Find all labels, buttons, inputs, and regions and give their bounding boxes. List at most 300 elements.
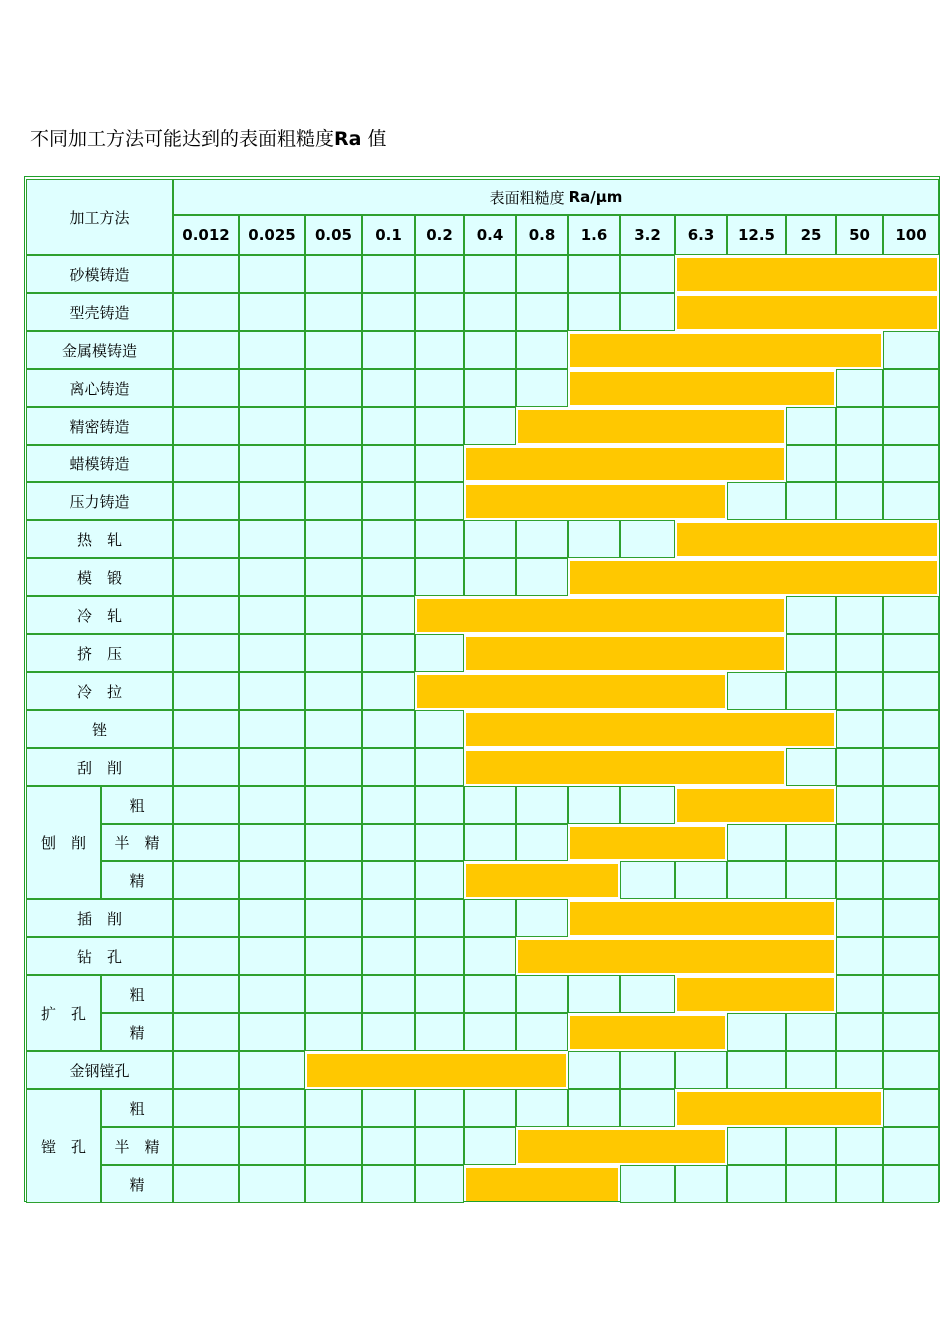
value-cell bbox=[239, 937, 305, 975]
header-value: 0.2 bbox=[415, 215, 464, 255]
value-cell bbox=[362, 520, 415, 558]
value-cell bbox=[836, 596, 883, 634]
value-cell bbox=[620, 1089, 675, 1127]
value-cell bbox=[464, 786, 516, 824]
value-cell bbox=[727, 1013, 786, 1051]
value-cell bbox=[675, 1051, 727, 1089]
value-cell bbox=[464, 293, 516, 331]
value-cell bbox=[836, 1127, 883, 1165]
value-cell bbox=[464, 937, 516, 975]
method-cell: 精密铸造 bbox=[26, 407, 173, 445]
roughness-range-bar bbox=[466, 751, 784, 784]
method-cell: 刮 削 bbox=[26, 748, 173, 786]
value-cell bbox=[786, 824, 836, 861]
value-cell bbox=[362, 1089, 415, 1127]
roughness-range-bar bbox=[677, 789, 834, 822]
value-cell bbox=[568, 975, 620, 1013]
value-cell bbox=[464, 331, 516, 369]
method-cell: 冷 轧 bbox=[26, 596, 173, 634]
value-cell bbox=[415, 937, 464, 975]
value-cell bbox=[362, 331, 415, 369]
value-cell bbox=[620, 255, 675, 293]
header-roughness-label: 表面粗糙度 bbox=[489, 188, 565, 207]
method-cell: 粗 bbox=[101, 786, 173, 824]
roughness-range-bar bbox=[570, 902, 834, 935]
value-cell bbox=[239, 331, 305, 369]
value-cell bbox=[239, 1089, 305, 1127]
value-cell bbox=[362, 596, 415, 634]
value-cell bbox=[464, 899, 516, 937]
value-cell bbox=[836, 899, 883, 937]
value-cell bbox=[836, 824, 883, 861]
value-cell bbox=[239, 596, 305, 634]
value-cell bbox=[568, 293, 620, 331]
value-cell bbox=[362, 558, 415, 596]
value-cell bbox=[727, 1127, 786, 1165]
value-cell bbox=[305, 255, 362, 293]
method-cell: 钻 孔 bbox=[26, 937, 173, 975]
value-cell bbox=[173, 1165, 239, 1203]
value-cell bbox=[362, 710, 415, 748]
value-cell bbox=[362, 975, 415, 1013]
value-cell bbox=[464, 975, 516, 1013]
value-cell bbox=[883, 899, 939, 937]
value-cell bbox=[173, 824, 239, 861]
value-cell bbox=[239, 748, 305, 786]
value-cell bbox=[305, 786, 362, 824]
value-cell bbox=[786, 748, 836, 786]
roughness-range-bar bbox=[466, 448, 784, 480]
value-cell bbox=[786, 1165, 836, 1203]
value-cell bbox=[620, 520, 675, 558]
value-cell bbox=[883, 1089, 939, 1127]
value-cell bbox=[173, 255, 239, 293]
value-cell bbox=[464, 255, 516, 293]
value-cell bbox=[836, 710, 883, 748]
value-cell bbox=[883, 786, 939, 824]
header-value: 3.2 bbox=[620, 215, 675, 255]
value-cell bbox=[415, 634, 464, 672]
value-cell bbox=[362, 293, 415, 331]
value-cell bbox=[305, 520, 362, 558]
method-cell: 压力铸造 bbox=[26, 482, 173, 520]
value-cell bbox=[239, 672, 305, 710]
value-cell bbox=[173, 748, 239, 786]
value-cell bbox=[173, 710, 239, 748]
value-cell bbox=[239, 975, 305, 1013]
method-cell: 半 精 bbox=[101, 824, 173, 861]
value-cell bbox=[464, 520, 516, 558]
header-value: 0.1 bbox=[362, 215, 415, 255]
value-cell bbox=[516, 293, 568, 331]
roughness-range-bar bbox=[570, 372, 834, 405]
value-cell bbox=[786, 445, 836, 482]
value-cell bbox=[305, 369, 362, 407]
roughness-table bbox=[24, 176, 940, 1202]
value-cell bbox=[516, 1013, 568, 1051]
value-cell bbox=[675, 1165, 727, 1203]
value-cell bbox=[305, 1013, 362, 1051]
value-cell bbox=[362, 861, 415, 899]
value-cell bbox=[173, 634, 239, 672]
roughness-range-bar bbox=[518, 940, 834, 973]
value-cell bbox=[883, 672, 939, 710]
value-cell bbox=[239, 1013, 305, 1051]
value-cell bbox=[362, 369, 415, 407]
value-cell bbox=[239, 369, 305, 407]
value-cell bbox=[173, 861, 239, 899]
value-cell bbox=[415, 407, 464, 445]
value-cell bbox=[883, 975, 939, 1013]
value-cell bbox=[727, 482, 786, 520]
value-cell bbox=[786, 634, 836, 672]
value-cell bbox=[415, 1127, 464, 1165]
value-cell bbox=[362, 824, 415, 861]
value-cell bbox=[883, 861, 939, 899]
value-cell bbox=[786, 1013, 836, 1051]
value-cell bbox=[305, 975, 362, 1013]
value-cell bbox=[415, 520, 464, 558]
value-cell bbox=[516, 520, 568, 558]
value-cell bbox=[173, 1089, 239, 1127]
roughness-range-bar bbox=[677, 1092, 881, 1125]
value-cell bbox=[415, 1165, 464, 1203]
roughness-range-bar bbox=[466, 713, 834, 746]
method-cell: 蜡模铸造 bbox=[26, 445, 173, 482]
value-cell bbox=[305, 407, 362, 445]
value-cell bbox=[362, 899, 415, 937]
value-cell bbox=[883, 331, 939, 369]
value-cell bbox=[305, 1127, 362, 1165]
value-cell bbox=[362, 407, 415, 445]
value-cell bbox=[516, 899, 568, 937]
value-cell bbox=[836, 861, 883, 899]
value-cell bbox=[836, 672, 883, 710]
roughness-range-bar bbox=[570, 1016, 725, 1049]
value-cell bbox=[836, 407, 883, 445]
value-cell bbox=[516, 369, 568, 407]
method-cell: 精 bbox=[101, 1013, 173, 1051]
value-cell bbox=[568, 255, 620, 293]
value-cell bbox=[883, 1165, 939, 1203]
value-cell bbox=[836, 1051, 883, 1089]
value-cell bbox=[239, 445, 305, 482]
value-cell bbox=[415, 786, 464, 824]
header-method: 加工方法 bbox=[26, 179, 173, 255]
value-cell bbox=[305, 937, 362, 975]
value-cell bbox=[305, 596, 362, 634]
value-cell bbox=[516, 331, 568, 369]
value-cell bbox=[305, 482, 362, 520]
value-cell bbox=[786, 672, 836, 710]
value-cell bbox=[305, 293, 362, 331]
value-cell bbox=[305, 748, 362, 786]
roughness-range-bar bbox=[417, 675, 725, 708]
value-cell bbox=[836, 445, 883, 482]
method-cell: 冷 拉 bbox=[26, 672, 173, 710]
roughness-range-bar bbox=[466, 1168, 618, 1201]
value-cell bbox=[464, 1013, 516, 1051]
value-cell bbox=[568, 1089, 620, 1127]
value-cell bbox=[415, 899, 464, 937]
value-cell bbox=[786, 482, 836, 520]
method-cell: 金钢镗孔 bbox=[26, 1051, 173, 1089]
header-value: 0.025 bbox=[239, 215, 305, 255]
value-cell bbox=[836, 975, 883, 1013]
value-cell bbox=[239, 1127, 305, 1165]
value-cell bbox=[568, 1051, 620, 1089]
value-cell bbox=[415, 748, 464, 786]
value-cell bbox=[620, 1051, 675, 1089]
value-cell bbox=[568, 520, 620, 558]
value-cell bbox=[883, 369, 939, 407]
value-cell bbox=[620, 1165, 675, 1203]
roughness-range-bar bbox=[466, 637, 784, 670]
method-cell: 挤 压 bbox=[26, 634, 173, 672]
value-cell bbox=[620, 861, 675, 899]
roughness-range-bar bbox=[417, 599, 784, 632]
value-cell bbox=[239, 255, 305, 293]
value-cell bbox=[362, 1165, 415, 1203]
header-value: 1.6 bbox=[568, 215, 620, 255]
value-cell bbox=[173, 596, 239, 634]
value-cell bbox=[786, 1127, 836, 1165]
header-value: 25 bbox=[786, 215, 836, 255]
value-cell bbox=[464, 824, 516, 861]
method-cell: 插 削 bbox=[26, 899, 173, 937]
value-cell bbox=[362, 1127, 415, 1165]
value-cell bbox=[362, 1013, 415, 1051]
value-cell bbox=[173, 899, 239, 937]
header-value: 0.4 bbox=[464, 215, 516, 255]
value-cell bbox=[305, 558, 362, 596]
value-cell bbox=[727, 1165, 786, 1203]
value-cell bbox=[173, 1127, 239, 1165]
method-cell: 金属模铸造 bbox=[26, 331, 173, 369]
value-cell bbox=[173, 445, 239, 482]
value-cell bbox=[362, 937, 415, 975]
value-cell bbox=[305, 861, 362, 899]
header-value: 12.5 bbox=[727, 215, 786, 255]
value-cell bbox=[568, 786, 620, 824]
value-cell bbox=[415, 824, 464, 861]
method-cell: 砂模铸造 bbox=[26, 255, 173, 293]
value-cell bbox=[305, 710, 362, 748]
value-cell bbox=[415, 445, 464, 482]
value-cell bbox=[836, 1165, 883, 1203]
value-cell bbox=[415, 482, 464, 520]
method-cell: 型壳铸造 bbox=[26, 293, 173, 331]
value-cell bbox=[786, 1051, 836, 1089]
header-roughness bbox=[173, 179, 939, 215]
value-cell bbox=[883, 710, 939, 748]
value-cell bbox=[305, 672, 362, 710]
value-cell bbox=[415, 369, 464, 407]
header-value: 100 bbox=[883, 215, 939, 255]
value-cell bbox=[239, 824, 305, 861]
value-cell bbox=[415, 293, 464, 331]
value-cell bbox=[786, 861, 836, 899]
title-text: 不同加工方法可能达到的表面粗糙度 bbox=[30, 128, 335, 150]
value-cell bbox=[415, 975, 464, 1013]
value-cell bbox=[516, 786, 568, 824]
value-cell bbox=[883, 1051, 939, 1089]
header-value: 0.05 bbox=[305, 215, 362, 255]
value-cell bbox=[239, 1165, 305, 1203]
value-cell bbox=[727, 1051, 786, 1089]
header-value: 6.3 bbox=[675, 215, 727, 255]
value-cell bbox=[415, 710, 464, 748]
value-cell bbox=[836, 482, 883, 520]
value-cell bbox=[464, 407, 516, 445]
value-cell bbox=[239, 634, 305, 672]
method-cell: 锉 bbox=[26, 710, 173, 748]
method-cell: 粗 bbox=[101, 975, 173, 1013]
roughness-range-bar bbox=[518, 410, 784, 443]
value-cell bbox=[305, 331, 362, 369]
value-cell bbox=[362, 672, 415, 710]
value-cell bbox=[305, 1165, 362, 1203]
method-cell: 模 锻 bbox=[26, 558, 173, 596]
value-cell bbox=[239, 407, 305, 445]
value-cell bbox=[516, 1089, 568, 1127]
value-cell bbox=[464, 558, 516, 596]
method-cell: 离心铸造 bbox=[26, 369, 173, 407]
value-cell bbox=[239, 786, 305, 824]
value-cell bbox=[620, 975, 675, 1013]
header-roughness-unit: Ra/μm bbox=[568, 188, 623, 206]
value-cell bbox=[883, 445, 939, 482]
value-cell bbox=[883, 824, 939, 861]
method-cell: 精 bbox=[101, 861, 173, 899]
value-cell bbox=[173, 369, 239, 407]
page-title bbox=[30, 124, 387, 151]
value-cell bbox=[836, 634, 883, 672]
roughness-range-bar bbox=[570, 334, 881, 367]
value-cell bbox=[239, 861, 305, 899]
value-cell bbox=[415, 1013, 464, 1051]
value-cell bbox=[836, 748, 883, 786]
value-cell bbox=[786, 596, 836, 634]
value-cell bbox=[173, 1013, 239, 1051]
value-cell bbox=[173, 482, 239, 520]
group-label: 扩 孔 bbox=[26, 975, 101, 1051]
value-cell bbox=[464, 369, 516, 407]
header-value: 0.012 bbox=[173, 215, 239, 255]
value-cell bbox=[727, 672, 786, 710]
value-cell bbox=[173, 520, 239, 558]
value-cell bbox=[836, 1013, 883, 1051]
value-cell bbox=[305, 445, 362, 482]
value-cell bbox=[883, 1127, 939, 1165]
value-cell bbox=[362, 634, 415, 672]
header-value: 50 bbox=[836, 215, 883, 255]
group-label: 镗 孔 bbox=[26, 1089, 101, 1203]
value-cell bbox=[883, 596, 939, 634]
roughness-range-bar bbox=[466, 864, 618, 897]
roughness-range-bar bbox=[677, 523, 937, 556]
value-cell bbox=[173, 293, 239, 331]
value-cell bbox=[620, 786, 675, 824]
method-cell: 精 bbox=[101, 1165, 173, 1203]
value-cell bbox=[415, 558, 464, 596]
value-cell bbox=[173, 786, 239, 824]
value-cell bbox=[516, 824, 568, 861]
value-cell bbox=[883, 1013, 939, 1051]
value-cell bbox=[173, 407, 239, 445]
value-cell bbox=[516, 975, 568, 1013]
value-cell bbox=[239, 558, 305, 596]
value-cell bbox=[727, 824, 786, 861]
value-cell bbox=[464, 1089, 516, 1127]
roughness-range-bar bbox=[677, 978, 834, 1011]
value-cell bbox=[883, 937, 939, 975]
title-suffix: 值 bbox=[361, 128, 387, 150]
value-cell bbox=[305, 824, 362, 861]
method-cell: 半 精 bbox=[101, 1127, 173, 1165]
method-cell: 热 轧 bbox=[26, 520, 173, 558]
value-cell bbox=[239, 482, 305, 520]
value-cell bbox=[173, 1051, 239, 1089]
value-cell bbox=[173, 937, 239, 975]
value-cell bbox=[727, 861, 786, 899]
value-cell bbox=[362, 482, 415, 520]
roughness-range-bar bbox=[570, 827, 725, 859]
value-cell bbox=[173, 672, 239, 710]
value-cell bbox=[173, 975, 239, 1013]
value-cell bbox=[883, 407, 939, 445]
value-cell bbox=[415, 861, 464, 899]
value-cell bbox=[362, 786, 415, 824]
value-cell bbox=[239, 520, 305, 558]
method-cell: 粗 bbox=[101, 1089, 173, 1127]
title-ra: Ra bbox=[334, 128, 362, 150]
roughness-range-bar bbox=[518, 1130, 725, 1163]
value-cell bbox=[415, 331, 464, 369]
value-cell bbox=[675, 861, 727, 899]
value-cell bbox=[415, 255, 464, 293]
value-cell bbox=[362, 748, 415, 786]
value-cell bbox=[883, 634, 939, 672]
value-cell bbox=[836, 369, 883, 407]
value-cell bbox=[883, 748, 939, 786]
value-cell bbox=[305, 634, 362, 672]
roughness-range-bar bbox=[677, 258, 937, 291]
value-cell bbox=[836, 786, 883, 824]
value-cell bbox=[362, 255, 415, 293]
value-cell bbox=[305, 1089, 362, 1127]
value-cell bbox=[239, 293, 305, 331]
header-value: 0.8 bbox=[516, 215, 568, 255]
value-cell bbox=[516, 558, 568, 596]
value-cell bbox=[362, 445, 415, 482]
roughness-range-bar bbox=[466, 485, 725, 518]
value-cell bbox=[516, 255, 568, 293]
roughness-range-bar bbox=[307, 1054, 566, 1087]
value-cell bbox=[883, 482, 939, 520]
roughness-range-bar bbox=[677, 296, 937, 329]
value-cell bbox=[786, 407, 836, 445]
value-cell bbox=[239, 1051, 305, 1089]
value-cell bbox=[464, 1127, 516, 1165]
group-label: 刨 削 bbox=[26, 786, 101, 899]
value-cell bbox=[620, 293, 675, 331]
value-cell bbox=[305, 899, 362, 937]
value-cell bbox=[239, 899, 305, 937]
roughness-range-bar bbox=[570, 561, 937, 594]
value-cell bbox=[836, 937, 883, 975]
value-cell bbox=[173, 331, 239, 369]
